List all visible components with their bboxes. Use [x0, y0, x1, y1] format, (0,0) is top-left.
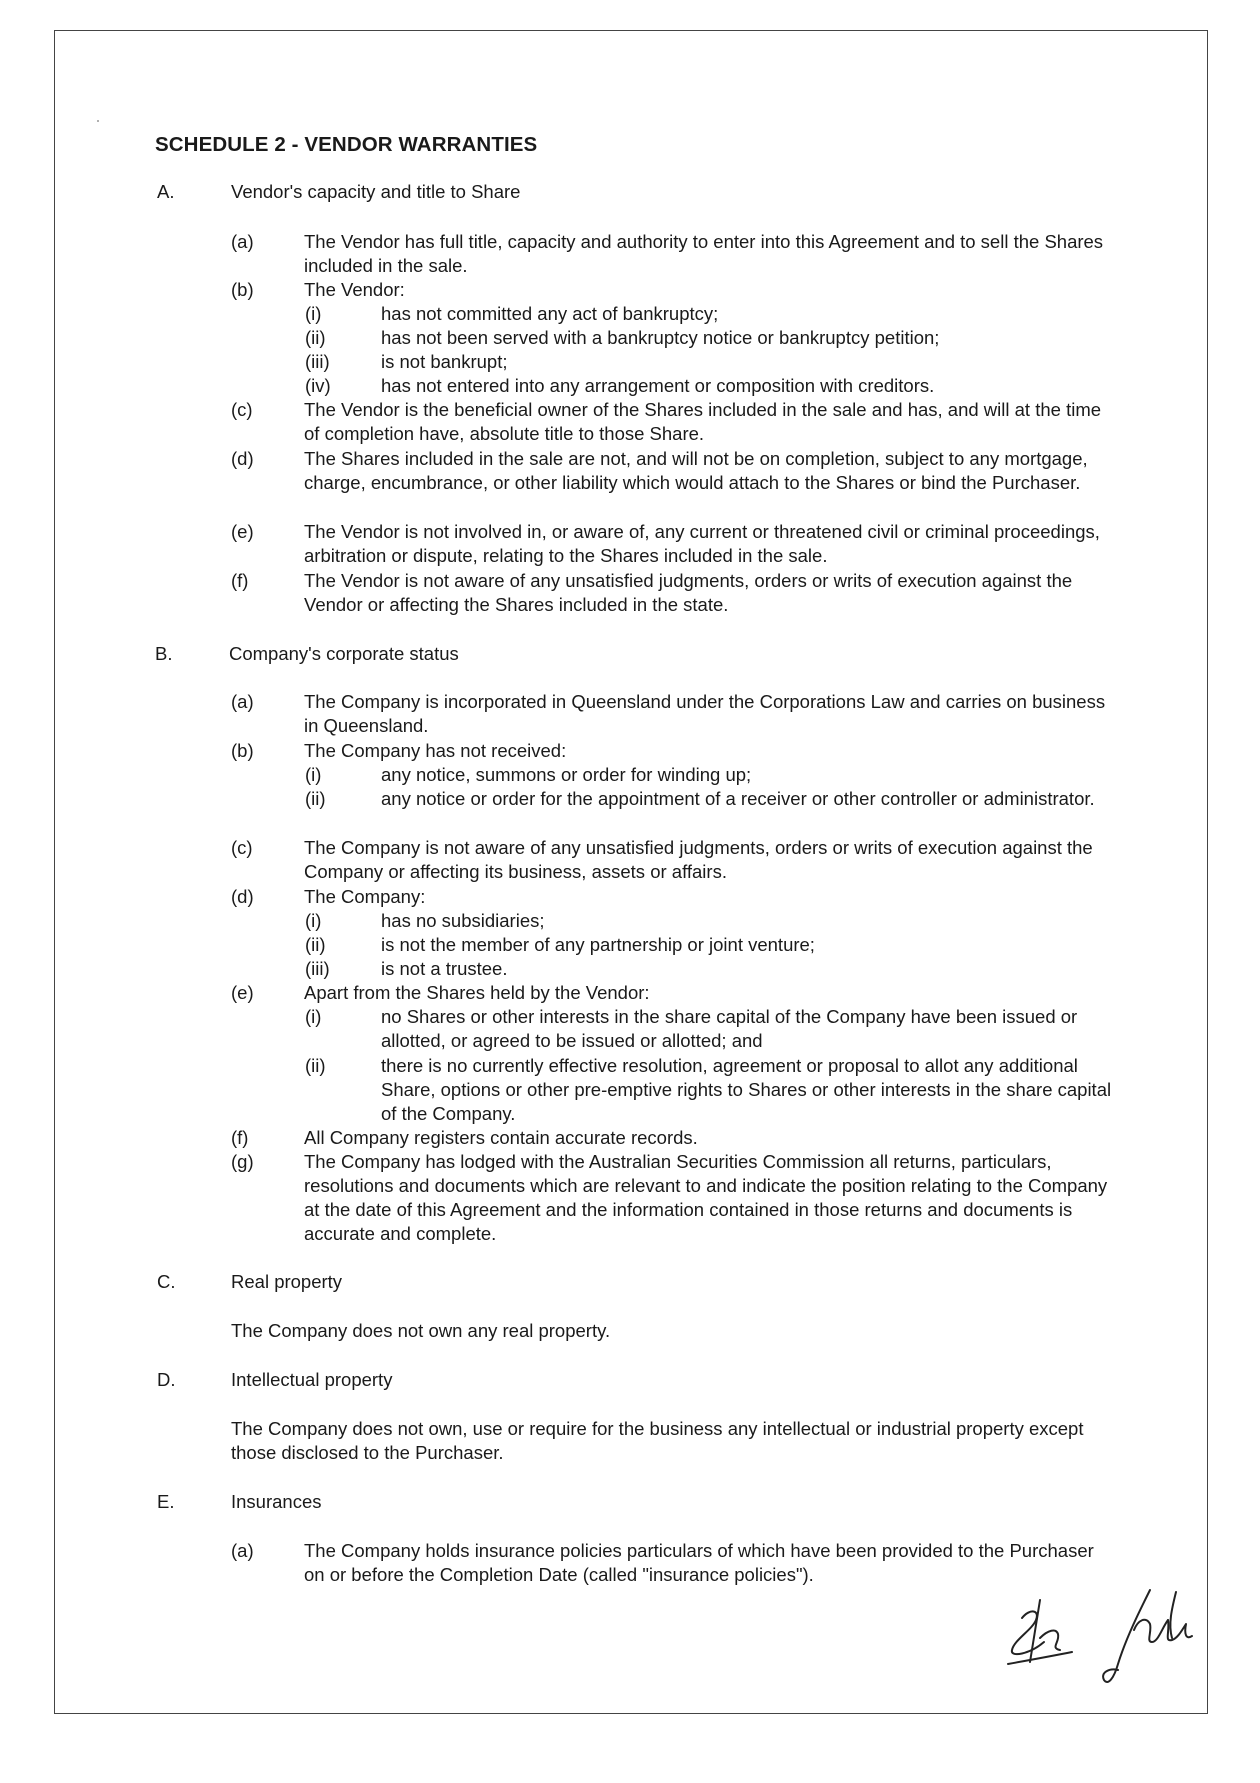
item-label: (g)	[231, 1151, 254, 1172]
item-label: (f)	[231, 570, 249, 591]
item-text: The Company is incorporated in Queensland under the Corporations Law and carries on business in Queensland.	[304, 691, 1106, 736]
item-label: (a)	[231, 231, 254, 252]
sub-text: is not bankrupt;	[381, 351, 508, 372]
sub-label: (ii)	[305, 327, 326, 348]
sub-text: has not been served with a bankruptcy notice or bankruptcy petition;	[381, 327, 940, 348]
sub-label: (iv)	[305, 375, 331, 396]
section-d-body: The Company does not own, use or require for the business any intellectual or industrial property except those disclosed to the Purchaser.	[231, 1418, 1084, 1463]
sub-label: (i)	[305, 910, 322, 931]
section-title: Company's corporate status	[229, 643, 459, 664]
sub-label: (ii)	[305, 1055, 326, 1076]
section-title: Insurances	[231, 1491, 322, 1512]
sub-label: (ii)	[305, 788, 326, 809]
sub-label: (i)	[305, 303, 322, 324]
sub-label: (iii)	[305, 351, 330, 372]
item-text: The Shares included in the sale are not, and will not be on completion, subject to any mortgage, charge, encumbrance, or other liability which would attach to the Shares or bind the Purchaser.	[304, 448, 1088, 493]
scan-speck	[97, 120, 99, 122]
item-label: (a)	[231, 691, 254, 712]
item-text: The Company has lodged with the Australian Securities Commission all returns, particulars, resolutions and documents which are relevant to and indicate the position relating to the Company at the date of this Agreement and the information contained in those returns and documents is accurate and complete.	[304, 1151, 1108, 1244]
item-text: The Vendor is not involved in, or aware of, any current or threatened civil or criminal proceedings, arbitration or dispute, relating to the Shares included in the sale.	[304, 521, 1100, 566]
sub-text: has not entered into any arrangement or composition with creditors.	[381, 375, 935, 396]
item-text: The Company is not aware of any unsatisfied judgments, orders or writs of execution against the Company or affecting its business, assets or affairs.	[304, 837, 1093, 882]
sub-text: there is no currently effective resolution, agreement or proposal to allot any additional Share, options or other pre-emptive rights to Shares or other interests in the share capital of the Company.	[381, 1055, 1112, 1124]
item-label: (b)	[231, 740, 254, 761]
sub-label: (i)	[305, 1006, 322, 1027]
section-title: Real property	[231, 1271, 343, 1292]
section-letter: A.	[157, 181, 175, 202]
item-label: (d)	[231, 886, 254, 907]
item-label: (b)	[231, 279, 254, 300]
item-text: All Company registers contain accurate records.	[304, 1127, 698, 1148]
section-letter: B.	[155, 643, 173, 664]
item-label: (e)	[231, 982, 254, 1003]
sub-text: has no subsidiaries;	[381, 910, 545, 931]
signature-initials	[1000, 1580, 1200, 1690]
item-text: The Company holds insurance policies particulars of which have been provided to the Purchaser on or before the Completion Date (called "insurance policies").	[304, 1540, 1094, 1585]
item-text: The Vendor is the beneficial owner of the Shares included in the sale and has, and will at the time of completion have, absolute title to those Share.	[304, 399, 1102, 444]
sub-label: (i)	[305, 764, 322, 785]
item-label: (c)	[231, 399, 253, 420]
sub-text: has not committed any act of bankruptcy;	[381, 303, 719, 324]
item-label: (d)	[231, 448, 254, 469]
section-title: Vendor's capacity and title to Share	[231, 181, 521, 202]
sub-text: no Shares or other interests in the share capital of the Company have been issued or allotted, or agreed to be issued or allotted; and	[381, 1006, 1078, 1051]
item-text: The Company has not received:	[304, 740, 567, 761]
item-label: (f)	[231, 1127, 249, 1148]
section-title: Intellectual property	[231, 1369, 393, 1390]
item-text: The Vendor is not aware of any unsatisfied judgments, orders or writs of execution against the Vendor or affecting the Shares included in the state.	[304, 570, 1073, 615]
item-text: Apart from the Shares held by the Vendor:	[304, 982, 650, 1003]
item-text: The Vendor has full title, capacity and authority to enter into this Agreement and to sell the Shares included in the sale.	[304, 231, 1104, 276]
item-text: The Company:	[304, 886, 426, 907]
schedule-title: SCHEDULE 2 - VENDOR WARRANTIES	[155, 133, 538, 156]
section-c-body: The Company does not own any real property.	[231, 1320, 611, 1341]
sub-text: is not the member of any partnership or joint venture;	[381, 934, 815, 955]
sub-label: (ii)	[305, 934, 326, 955]
item-label: (c)	[231, 837, 253, 858]
section-letter: D.	[157, 1369, 176, 1390]
sub-label: (iii)	[305, 958, 330, 979]
item-label: (e)	[231, 521, 254, 542]
item-text: The Vendor:	[304, 279, 405, 300]
section-letter: C.	[157, 1271, 176, 1292]
sub-text: any notice or order for the appointment of a receiver or other controller or administrator.	[381, 788, 1095, 809]
sub-text: any notice, summons or order for winding up;	[381, 764, 752, 785]
section-letter: E.	[157, 1491, 175, 1512]
item-label: (a)	[231, 1540, 254, 1561]
sub-text: is not a trustee.	[381, 958, 508, 979]
